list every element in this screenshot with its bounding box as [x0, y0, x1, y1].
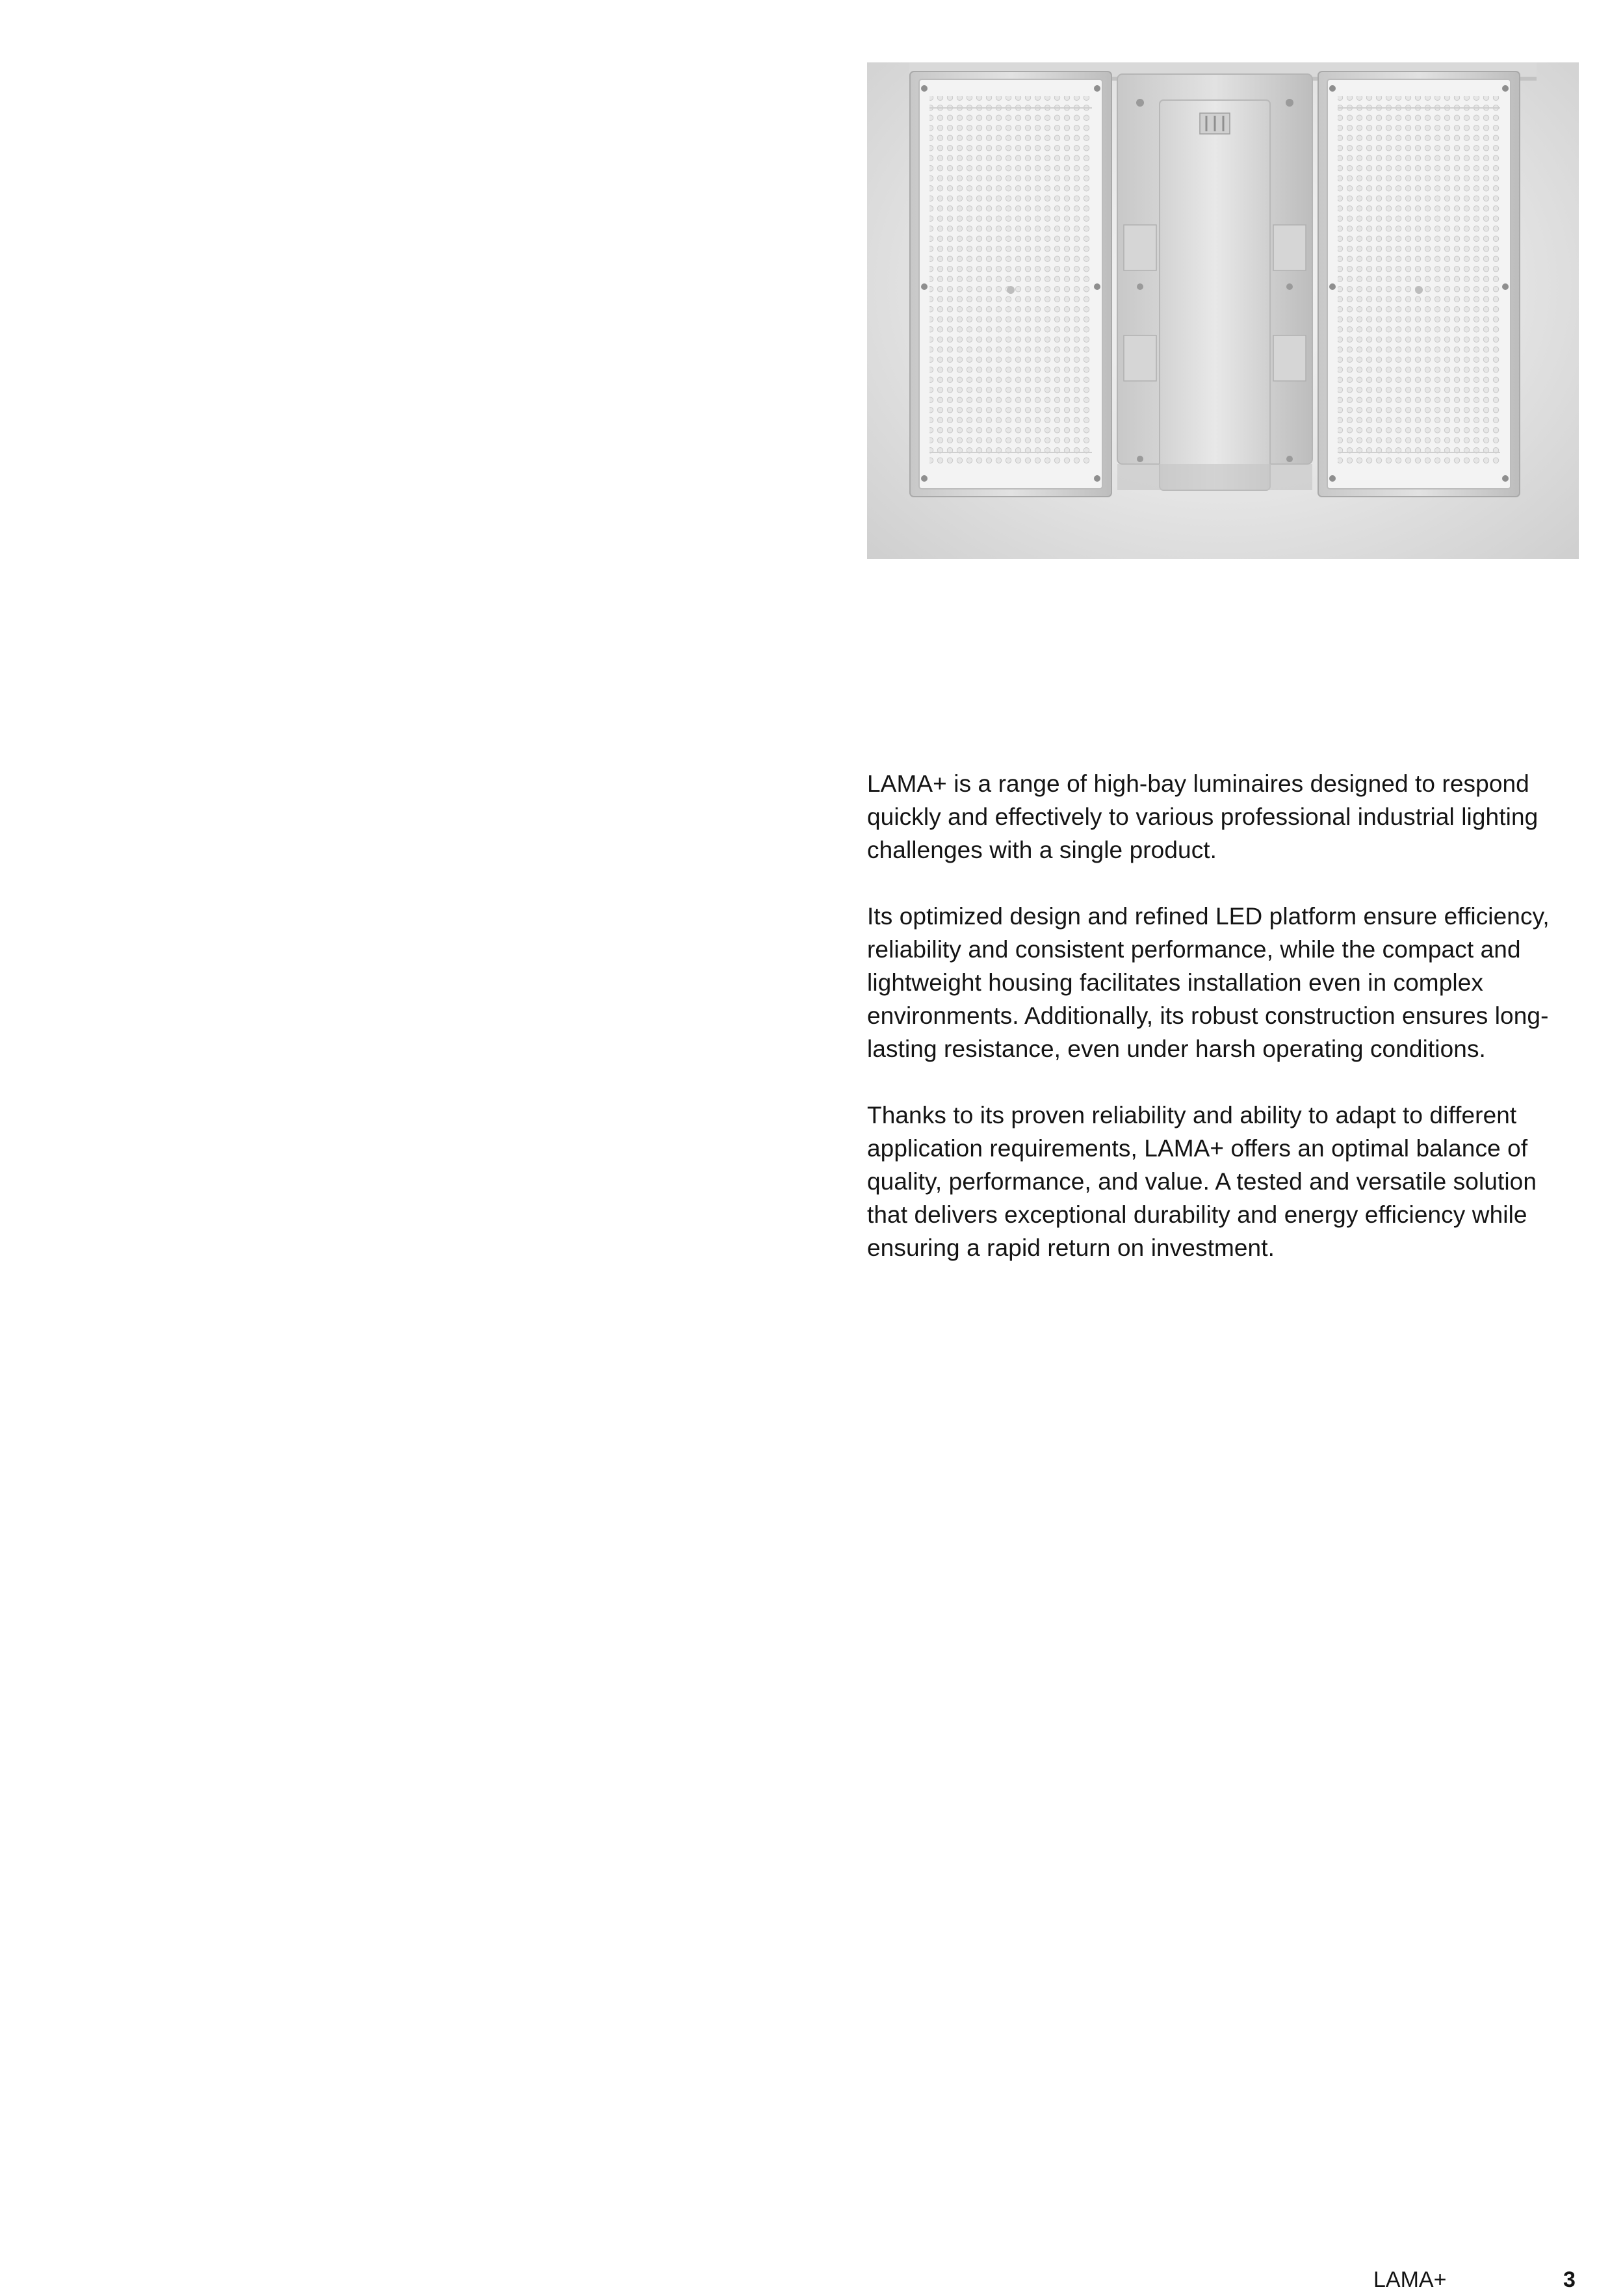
footer-product-name: LAMA+: [1373, 2267, 1447, 2292]
luminaire-illustration: [867, 62, 1579, 559]
description-paragraph-intro: LAMA+ is a range of high-bay luminaires designed to respond quickly and effectively to various professional industrial lighting challenges with a single product.: [867, 770, 1539, 863]
product-description: [867, 767, 1579, 1298]
footer-page-number: 3: [1563, 2267, 1576, 2292]
description-paragraph-value: Thanks to its proven reliability and ability to adapt to different application requirements, LAMA+ offers an optimal balance of quality, performance, and value. A tested and versatile solution that delivers exceptional durability and energy efficiency while ensuring a rapid return on investment.: [867, 1102, 1537, 1261]
product-photo-lama-plus: [867, 62, 1579, 559]
description-paragraph-design: Its optimized design and refined LED platform ensure efficiency, reliability and consistent performance, while the compact and lightweight housing facilitates installation even in complex environments. Additionally, its robust construction ensures long-lasting resistance, even under harsh operating conditions.: [867, 903, 1550, 1062]
